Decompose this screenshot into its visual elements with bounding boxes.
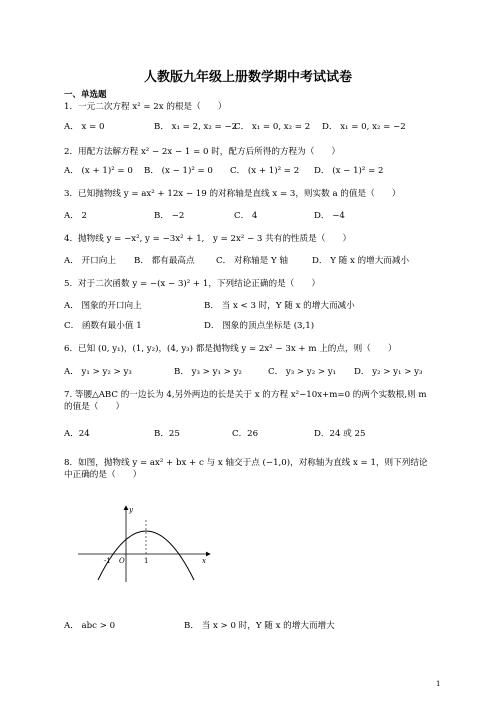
section-heading: 一、单选题 [64,90,107,100]
question-5-stem: 5．对于二次函数 y = −(x − 3)² + 1，下列结论正确的是（ ） [64,279,321,289]
option-d[interactable]: D． (x − 1)² = 2 [314,166,384,176]
option-a[interactable]: A． y₁ > y₂ > y₃ [64,367,132,377]
option-d[interactable]: D． x₁ = 0, x₂ = −2 [322,122,406,132]
option-a[interactable]: A． abc > 0 [64,621,116,631]
option-b[interactable]: B． x₁ = 2, x₂ = −2 [154,122,238,132]
option-b[interactable]: B．25 [154,429,180,439]
question-8-stem: 8．如图，抛物线 y = ax² + bx + c 与 x 轴交于点 (−1,0)，对称轴为直线 x = 1，则下列结论中正确的是（ ） [64,458,428,480]
origin-label: O [119,557,125,565]
question-6-stem: 6．已知 (0, y₁)，(1, y₂)，(4, y₃) 都是抛物线 y = 2x² − 3x + m 上的点，则（ ） [64,344,397,354]
question-4-stem: 4．抛物线 y = −x², y = −3x² + 1, y = 2x² − 3 共有的性质是（ ） [64,234,352,244]
option-a[interactable]: A．24 [64,429,90,439]
option-c[interactable]: C． 4 [234,211,258,221]
option-b[interactable]: B． (x − 1)² = 0 [144,166,213,176]
option-b[interactable]: B． 当 x > 0 时，Y 随 x 的增大而增大 [184,621,335,631]
parabola-curve [98,531,194,580]
option-b[interactable]: B． y₃ > y₁ > y₂ [174,367,242,377]
option-b[interactable]: B． −2 [154,211,185,221]
option-c[interactable]: C．26 [232,429,259,439]
option-a[interactable]: A． (x + 1)² = 0 [64,166,133,176]
option-d[interactable]: D． 图象的顶点坐标是 (3,1) [204,321,315,331]
option-d[interactable]: D．24 或 25 [314,429,366,439]
option-b[interactable]: B． 都有最高点 [134,256,195,266]
option-c[interactable]: C． x₁ = 0, x₂ = 2 [234,122,311,132]
option-b[interactable]: B． 当 x < 3 时，Y 随 x 的增大而减小 [204,301,355,311]
y-axis-label: y [129,506,133,514]
x-axis-label: x [202,557,206,565]
question-1-stem: 1．一元二次方程 x² = 2x 的根是（ ） [64,102,227,112]
parabola-graph [76,502,216,584]
option-a[interactable]: A． 开口向上 [64,256,116,266]
tick-1-label: 1 [144,557,149,565]
option-d[interactable]: D． y₂ > y₁ > y₃ [354,367,423,377]
page-number: 1 [436,680,441,688]
question-2-stem: 2．用配方法解方程 x² − 2x − 1 = 0 时，配方后所得的方程为（ ） [64,147,341,157]
option-d[interactable]: D． −4 [314,211,345,221]
question-3-stem: 3．已知抛物线 y = ax² + 12x − 19 的对称轴是直线 x = 3，则实数 a 的值是（ ） [64,189,401,199]
option-c[interactable]: C． 对称轴是 Y 轴 [216,256,289,266]
tick-neg1-label: -1 [104,557,111,565]
option-a[interactable]: A． 图象的开口向上 [64,301,142,311]
question-7-stem: 7. 等腰△ABC 的一边长为 4,另外两边的长是关于 x 的方程 x²−10x+m=0 的两个实数根,则 m 的值是（ ） [64,390,427,412]
option-c[interactable]: C． y₃ > y₂ > y₁ [268,367,337,377]
option-c[interactable]: C． (x + 1)² = 2 [230,166,300,176]
option-a[interactable]: A． x = 0 [64,122,105,132]
option-d[interactable]: D． Y 随 x 的增大而减小 [312,256,410,266]
page-title: 人教版九年级上册数学期中考试试卷 [143,70,352,85]
option-c[interactable]: C． 函数有最小值 1 [64,321,142,331]
option-a[interactable]: A． 2 [64,211,87,221]
